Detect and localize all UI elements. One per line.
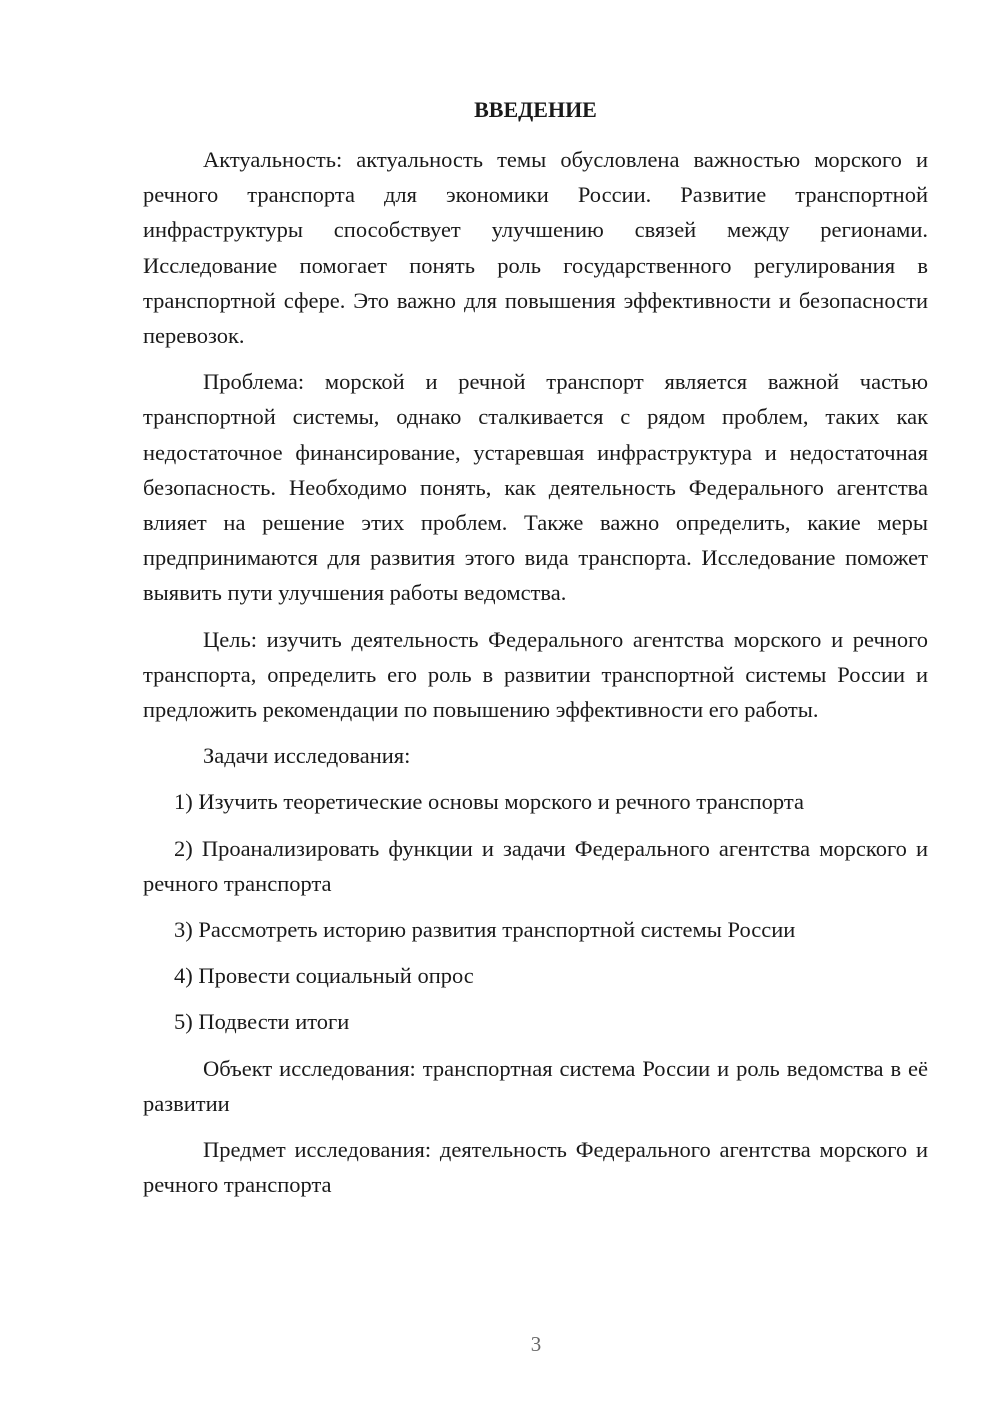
tasks-heading: Задачи исследования: bbox=[203, 743, 411, 769]
task-item-4: 4) Провести социальный опрос bbox=[174, 963, 474, 989]
problem-paragraph: Проблема: морской и речной транспорт является важной частью транспортной системы, однако сталкивается с рядом проблем, таких как недостаточное финансирование, устаревшая инфраструктура и недостаточная безопасность. Необходимо понять, как деятельность Федерального агентства влияет на решение этих проблем. Также важно определить, какие меры предпринимаются для развития этого вида транспорта. Исследование поможет выявить пути улучшения работы ведомства. bbox=[143, 369, 928, 606]
subject-paragraph: Предмет исследования: деятельность Федерального агентства морского и речного транспорта bbox=[143, 1137, 928, 1198]
object-paragraph: Объект исследования: транспортная система России и роль ведомства в её развитии bbox=[143, 1055, 928, 1116]
goal-paragraph: Цель: изучить деятельность Федерального агентства морского и речного транспорта, определить его роль в развитии транспортной системы России и предложить рекомендации по повышению эффективности его работы. bbox=[143, 626, 928, 723]
section-title: ВВЕДЕНИЕ bbox=[474, 97, 597, 122]
document-page bbox=[143, 92, 928, 1213]
page-number: 3 bbox=[530, 1332, 542, 1356]
task-item-2: 2) Проанализировать функции и задачи Федерального агентства морского и речного транспорта bbox=[143, 835, 928, 896]
task-item-3: 3) Рассмотреть историю развития транспортной системы России bbox=[174, 917, 796, 943]
relevance-paragraph: Актуальность: актуальность темы обусловлена важностью морского и речного транспорта для экономики России. Развитие транспортной инфраструктуры способствует улучшению связей между регионами. Исследование помогает понять роль государственного регулирования в транспортной сфере. Это важно для повышения эффективности и безопасности перевозок. bbox=[143, 147, 928, 349]
task-item-5: 5) Подвести итоги bbox=[174, 1009, 350, 1035]
tasks-list bbox=[143, 784, 928, 1039]
task-item-1: 1) Изучить теоретические основы морского и речного транспорта bbox=[174, 789, 804, 815]
